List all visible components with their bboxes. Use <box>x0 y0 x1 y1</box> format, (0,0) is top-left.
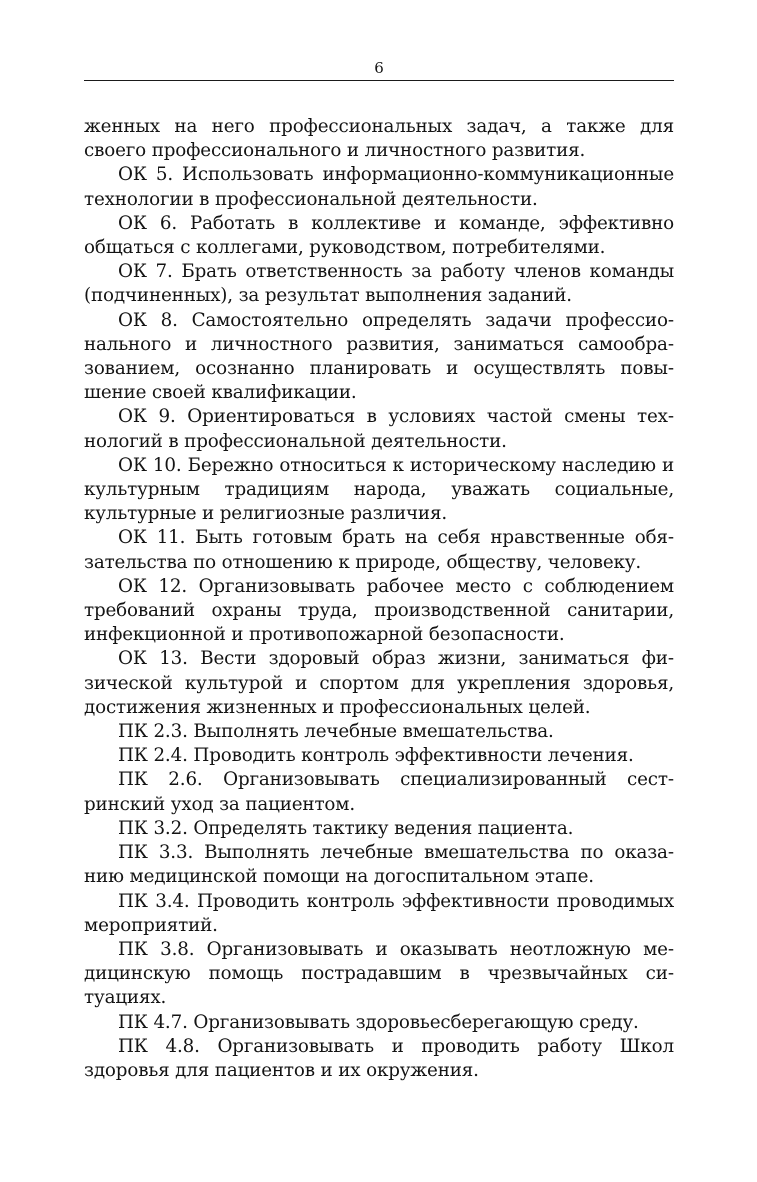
body-text <box>84 115 674 1083</box>
header-rule <box>84 80 674 81</box>
paragraph-ok7: ОК 7. Брать ответственность за работу членов команды (подчиненных), за результат выполнения заданий. <box>84 261 674 307</box>
paragraph-ok5: ОК 5. Использовать информационно-коммуникационные технологии в профессиональной деятельности. <box>84 164 674 210</box>
page-number: 6 <box>374 59 384 77</box>
paragraph-pk4-7: ПК 4.7. Организовывать здоровьесберегающую среду. <box>118 1011 639 1033</box>
paragraph-continuation: женных на него профессиональных задач, а также для своего профессионального и личностного развития. <box>84 116 674 162</box>
paragraph-ok8: ОК 8. Самостоятельно определять задачи профессионального и личностного развития, заниматься самообразованием, осознанно планировать и осуществлять повышение своей квалификации. <box>84 309 674 404</box>
paragraph-ok10: ОК 10. Бережно относиться к историческому наследию и культурным традициям народа, уважать социальные, культурные и религиозные различия. <box>84 454 674 525</box>
paragraph-ok6: ОК 6. Работать в коллективе и команде, эффективно общаться с коллегами, руководством, потребителями. <box>84 212 674 259</box>
paragraph-ok13: ОК 13. Вести здоровый образ жизни, заниматься физической культурой и спортом для укрепления здоровья, достижения жизненных и профессиональных целей. <box>84 648 674 718</box>
paragraph-pk4-8: ПК 4.8. Организовывать и проводить работу Школ здоровья для пациентов и их окружения. <box>84 1035 674 1081</box>
paragraph-pk3-4: ПК 3.4. Проводить контроль эффективности проводимых мероприятий. <box>84 890 674 936</box>
paragraph-pk2-6: ПК 2.6. Организовывать специализированный сестринский уход за пациентом. <box>84 769 674 815</box>
paragraph-pk2-4: ПК 2.4. Проводить контроль эффективности лечения. <box>118 745 634 767</box>
paragraph-pk3-3: ПК 3.3. Выполнять лечебные вмешательства по оказанию медицинской помощи на догоспитальном этапе. <box>84 842 674 888</box>
paragraph-ok12: ОК 12. Организовывать рабочее место с соблюдением требований охраны труда, производственной санитарии, инфекционной и противопожарной безопасности. <box>84 575 674 646</box>
paragraph-pk3-8: ПК 3.8. Организовывать и оказывать неотложную медицинскую помощь пострадавшим в чрезвычайных ситуациях. <box>84 938 674 1009</box>
paragraph-pk3-2: ПК 3.2. Определять тактику ведения пациента. <box>118 817 574 839</box>
paragraph-pk2-3: ПК 2.3. Выполнять лечебные вмешательства. <box>118 721 554 743</box>
paragraph-ok9: ОК 9. Ориентироваться в условиях частой смены технологий в профессиональной деятельности. <box>84 406 674 452</box>
book-page <box>84 58 674 1083</box>
paragraph-ok11: ОК 11. Быть готовым брать на себя нравственные обязательства по отношению к природе, обществу, человеку. <box>84 527 674 573</box>
